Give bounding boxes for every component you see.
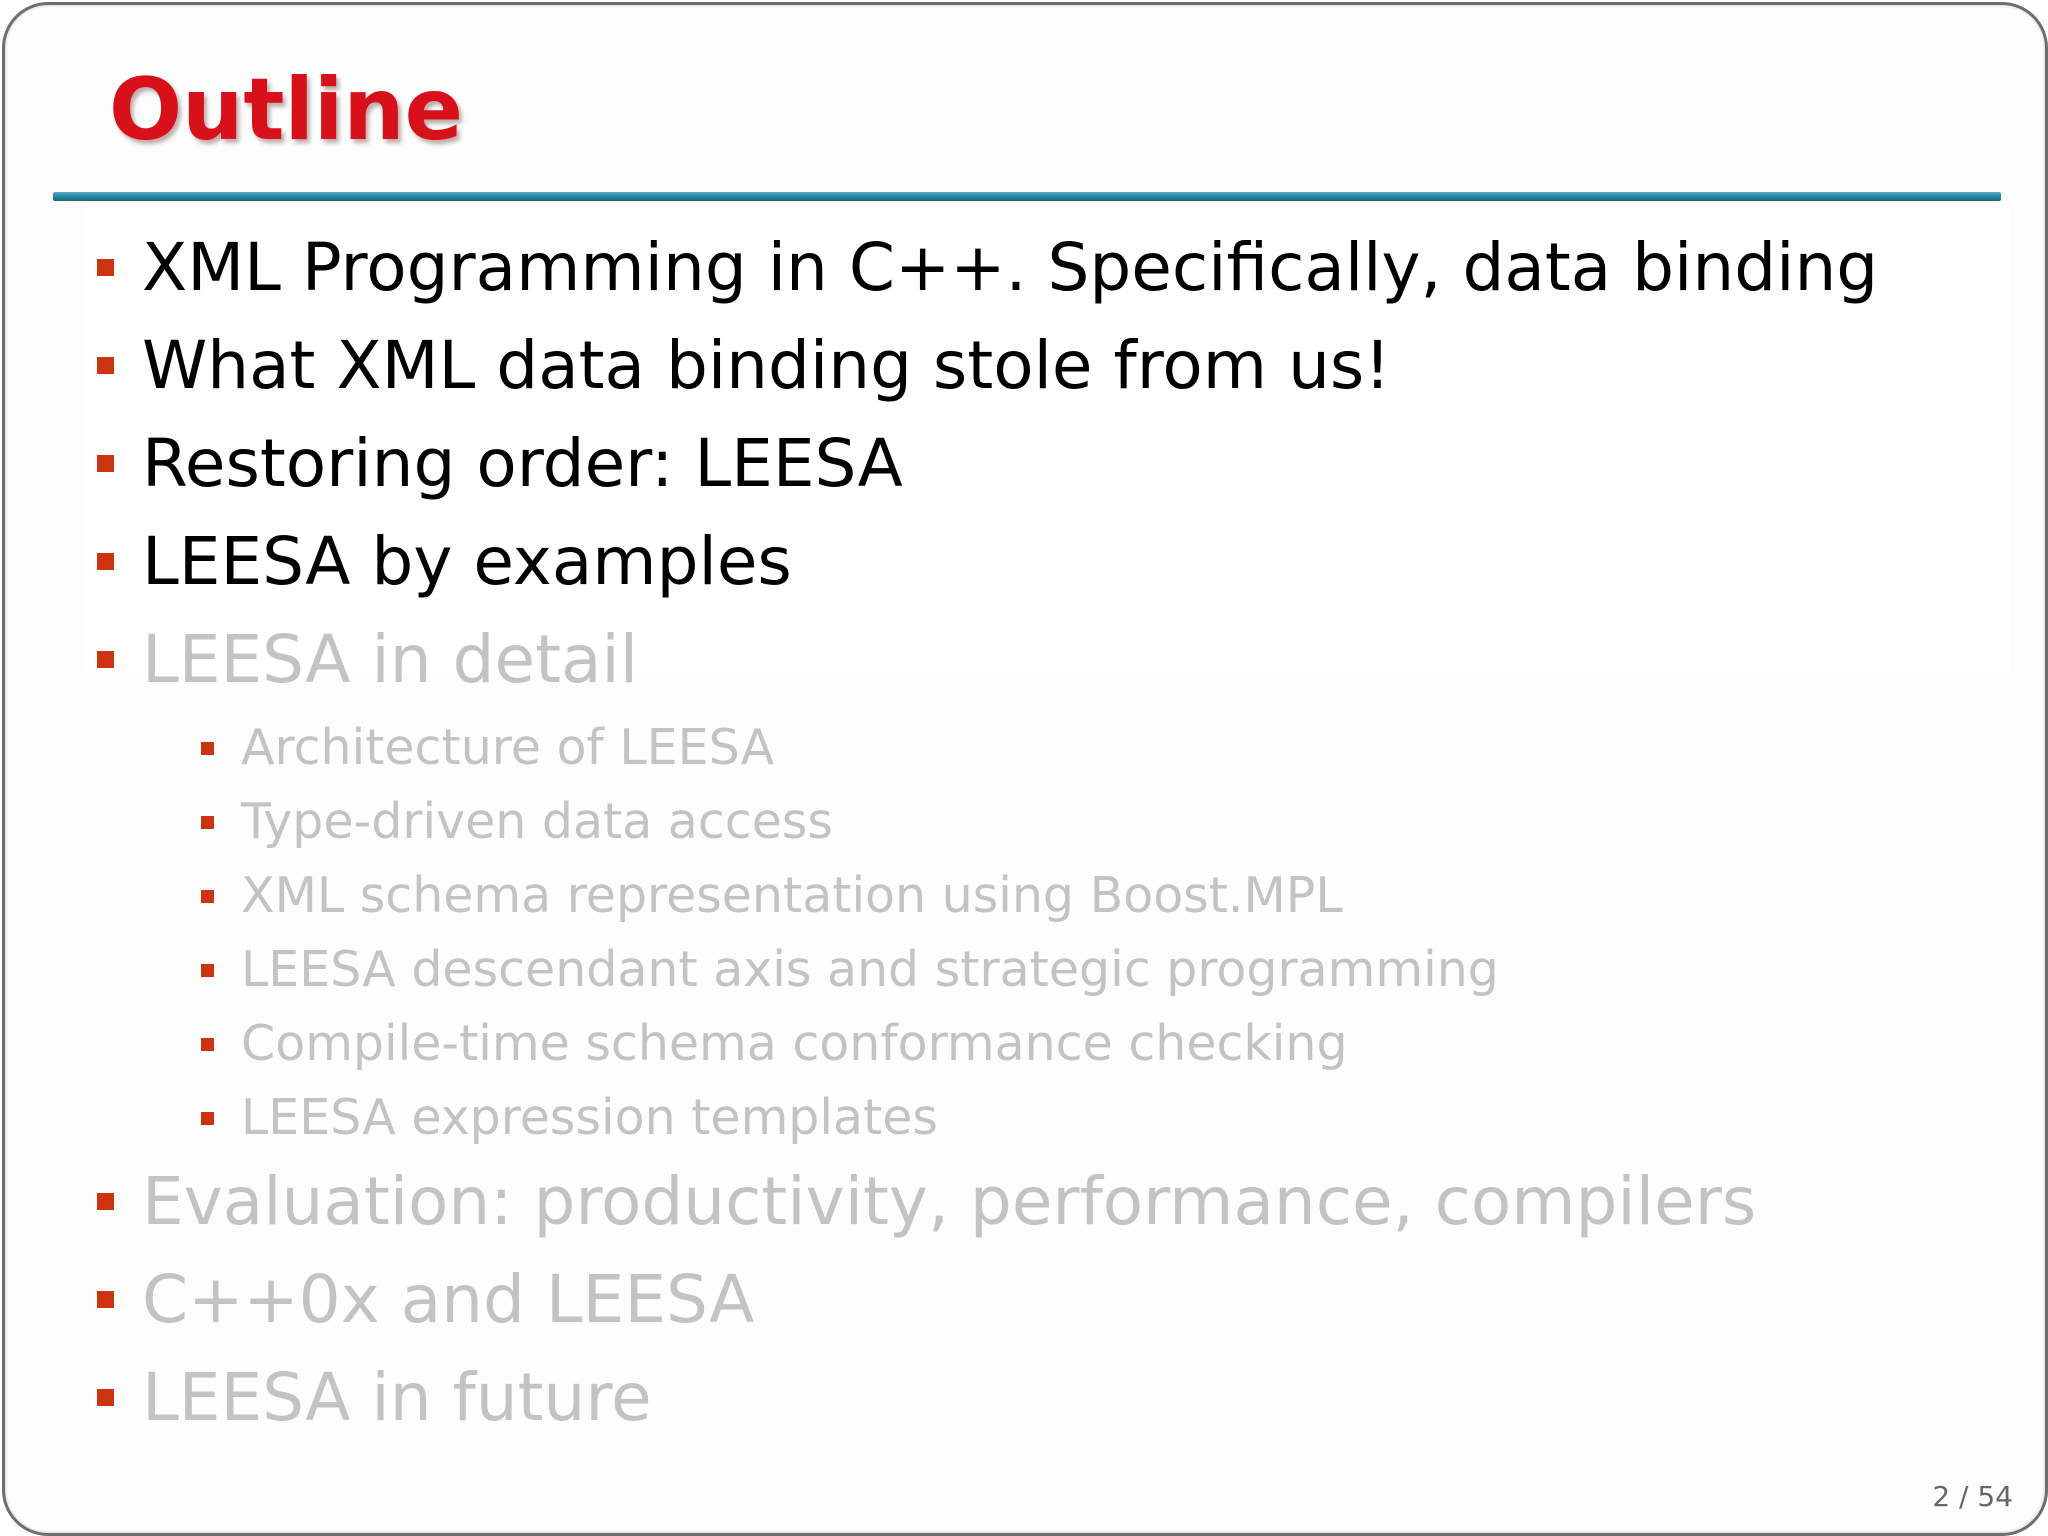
outline-item-text: LEESA in future [142, 1359, 652, 1436]
bullet-square-icon [201, 1112, 214, 1125]
bullet-square-icon [97, 259, 114, 276]
slide-title: Outline [109, 60, 463, 160]
outline-item-text: XML Programming in C++. Specifically, data binding [142, 229, 1879, 306]
outline-item-text: LEESA in detail [142, 621, 639, 698]
outline-item-text: Evaluation: productivity, performance, compilers [142, 1163, 1757, 1240]
outline-subitem-text: Type-driven data access [241, 793, 833, 850]
outline-subitem-text: LEESA descendant axis and strategic programming [241, 941, 1499, 998]
bullet-square-icon [201, 890, 214, 903]
slide-frame [2, 2, 2048, 1536]
bullet-square-icon [201, 1038, 214, 1051]
outline-subitem-text: XML schema representation using Boost.MPL [241, 867, 1343, 924]
outline-subitem-text: Architecture of LEESA [241, 719, 775, 776]
page-number: 2 / 54 [1932, 1480, 2013, 1513]
bullet-square-icon [97, 357, 114, 374]
outline-item-text: C++0x and LEESA [142, 1261, 755, 1338]
outline-item-text: LEESA by examples [142, 523, 792, 600]
outline-item-text: Restoring order: LEESA [142, 425, 903, 502]
outline-subitem-text: LEESA expression templates [241, 1089, 938, 1146]
bullet-square-icon [97, 553, 114, 570]
bullet-square-icon [97, 651, 114, 668]
bullet-square-icon [97, 1193, 114, 1210]
bullet-square-icon [201, 964, 214, 977]
outline-subitem-text: Compile-time schema conformance checking [241, 1015, 1348, 1072]
bullet-square-icon [97, 455, 114, 472]
outline-item-text: What XML data binding stole from us! [142, 327, 1391, 404]
bullet-square-icon [97, 1389, 114, 1406]
outline-list [5, 5, 2045, 1533]
bullet-square-icon [201, 816, 214, 829]
bullet-square-icon [97, 1291, 114, 1308]
bullet-square-icon [201, 742, 214, 755]
